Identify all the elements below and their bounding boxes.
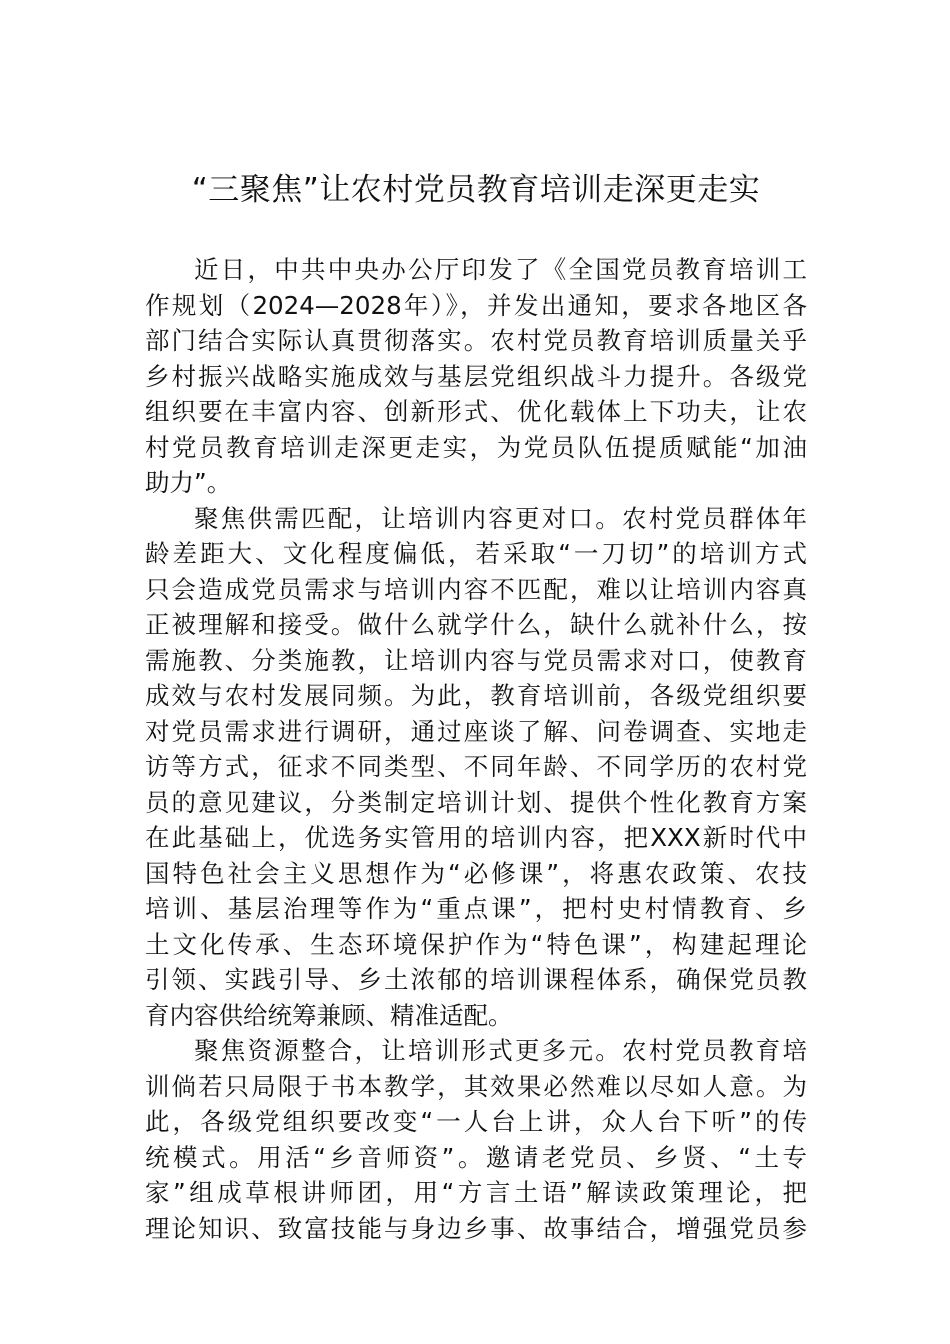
paragraph-1 [145, 252, 807, 501]
paragraph-2 [145, 501, 807, 1034]
text-line: 国特色社会主义思想作为“必修课”，将惠农政策、农技 [145, 858, 807, 888]
text-line: 聚焦资源整合，让培训形式更多元。农村党员教育培 [194, 1036, 807, 1065]
text-line: 统模式。用活“乡音师资”。邀请老党员、乡贤、“土专 [145, 1142, 807, 1172]
text-line: 育内容供给统筹兼顾、精准适配。 [145, 1000, 513, 1030]
text-line: 家”组成草根讲师团，用“方言土语”解读政策理论，把 [145, 1178, 807, 1207]
text-line: 此，各级党组织要改变“一人台上讲，众人台下听”的传 [145, 1107, 807, 1136]
text-line: 成效与农村发展同频。为此，教育培训前，各级党组织要 [145, 681, 807, 710]
text-line: 部门结合实际认真贯彻落实。农村党员教育培训质量关乎 [145, 326, 807, 355]
text-line: 助力”。 [145, 468, 232, 497]
text-line: 只会造成党员需求与培训内容不匹配，难以让培训内容真 [145, 574, 807, 604]
document-body [145, 252, 807, 1246]
text-line: 培训、基层治理等作为“重点课”，把村史村情教育、乡 [145, 894, 807, 923]
text-line: 乡村振兴战略实施成效与基层党组织战斗力提升。各级党 [145, 361, 807, 391]
text-line: 聚焦供需匹配，让培训内容更对口。农村党员群体年 [194, 503, 807, 533]
document-title: “三聚焦”让农村党员教育培训走深更走实 [191, 172, 761, 208]
paragraph-3 [145, 1033, 807, 1246]
text-line: 访等方式，征求不同类型、不同年龄、不同学历的农村党 [145, 752, 807, 781]
text-line: 员的意见建议，分类制定培训计划、提供个性化教育方案 [145, 787, 807, 817]
text-line: 需施教、分类施教，让培训内容与党员需求对口，使教育 [145, 645, 807, 675]
text-line: 村党员教育培训走深更走实，为党员队伍提质赋能“加油 [145, 432, 807, 462]
text-line: 龄差距大、文化程度偏低，若采取“一刀切”的培训方式 [145, 539, 807, 568]
text-line: 对党员需求进行调研，通过座谈了解、问卷调查、实地走 [145, 716, 807, 746]
text-line: 组织要在丰富内容、创新形式、优化载体上下功夫，让农 [145, 397, 807, 426]
text-line: 土文化传承、生态环境保护作为“特色课”，构建起理论 [145, 929, 807, 959]
text-line: 训倘若只局限于书本教学，其效果必然难以尽如人意。为 [145, 1071, 807, 1101]
text-line: 在此基础上，优选务实管用的培训内容，把XXX新时代中 [145, 823, 807, 852]
text-line: 引领、实践引导、乡土浓郁的培训课程体系，确保党员教 [145, 965, 807, 994]
text-line: 近日，中共中央办公厅印发了《全国党员教育培训工 [194, 255, 807, 284]
text-line: 理论知识、致富技能与身边乡事、故事结合，增强党员参 [145, 1213, 807, 1243]
text-line: 正被理解和接受。做什么就学什么，缺什么就补什么，按 [145, 610, 807, 639]
text-line: 作规划（2024—2028年）》，并发出通知，要求各地区各 [145, 290, 807, 320]
